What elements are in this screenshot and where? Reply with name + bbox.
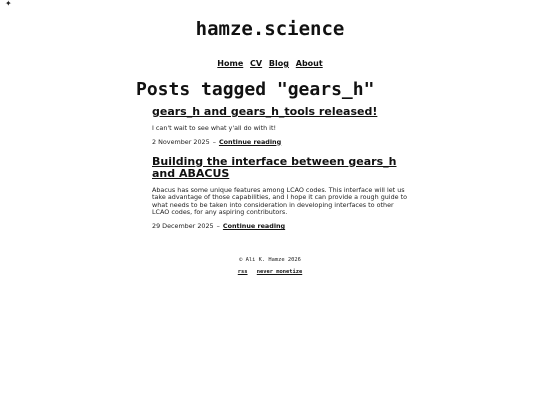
post-title-link[interactable]: gears_h and gears_h_tools released! [152, 105, 378, 118]
never-monetize-link[interactable]: never monetize [256, 269, 303, 275]
post-meta [152, 138, 410, 146]
page-title: Posts tagged "gears_h" [136, 79, 375, 100]
site-footer [0, 257, 540, 275]
nav-link-home[interactable]: Home [217, 59, 244, 68]
post-date: 29 December 2025 [152, 221, 214, 230]
post-title-link[interactable]: Building the interface between gears_h and ABACUS [152, 154, 397, 180]
corner-mark-icon: ✦ [5, 0, 12, 8]
post-item [152, 156, 410, 230]
rss-link[interactable]: rss [237, 269, 248, 275]
continue-reading-link[interactable]: Continue reading [218, 137, 282, 146]
post-excerpt: I can't wait to see what y'all do with it! [152, 124, 277, 132]
nav-link-about[interactable]: About [295, 59, 323, 68]
post-list [152, 106, 410, 240]
site-title[interactable]: hamze.science [195, 18, 345, 40]
continue-reading-link[interactable]: Continue reading [222, 221, 286, 230]
meta-separator: – [216, 221, 220, 230]
nav-link-cv[interactable]: CV [250, 59, 263, 68]
main-nav [0, 59, 540, 68]
post-excerpt: Abacus has some unique features among LCAO codes. This interface will let us take advantage of those capabilities, and I hope it can provide a rough guide to what needs to be taken into consideration in developing interfaces to other LCAO codes, for any aspiring contributors. [152, 185, 408, 217]
nav-link-blog[interactable]: Blog [268, 59, 289, 68]
copyright-text: © Ali K. Hamze 2026 [239, 257, 301, 263]
footer-links [0, 269, 540, 275]
meta-separator: – [212, 137, 216, 146]
post-date: 2 November 2025 [152, 137, 210, 146]
post-item [152, 106, 410, 146]
post-meta [152, 222, 410, 230]
